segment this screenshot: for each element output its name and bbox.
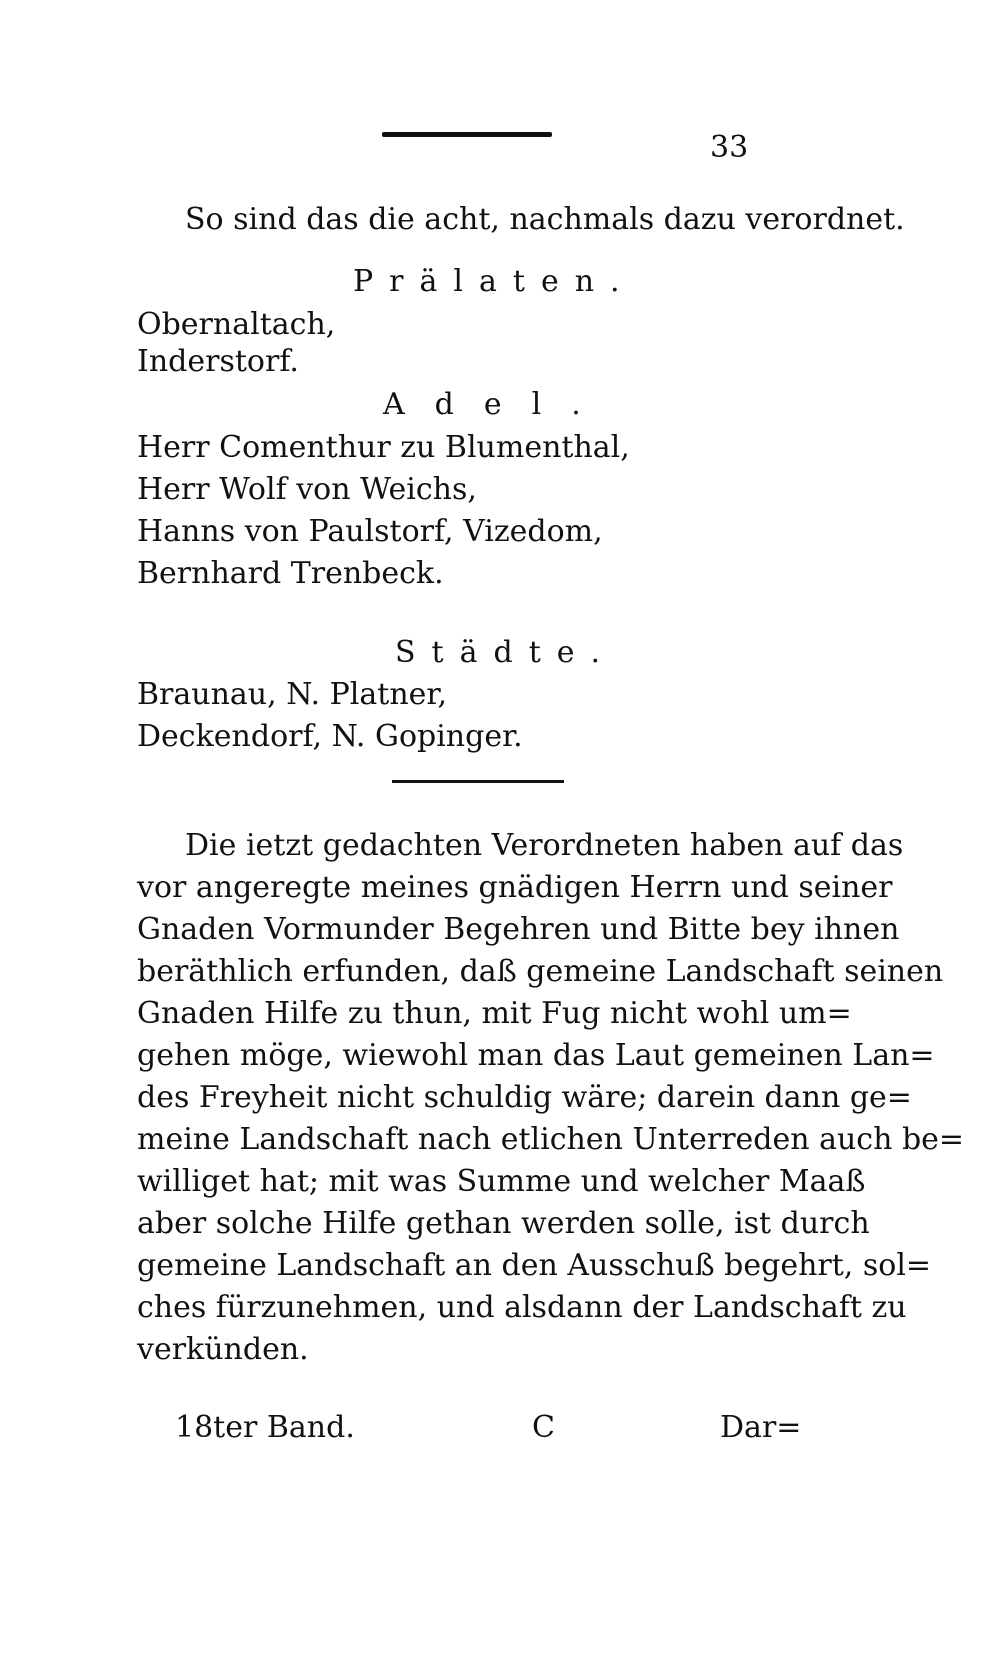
paragraph-line: Gnaden Hilfe zu thun, mit Fug nicht wohl um= [137, 996, 852, 1031]
list-item-adel: Herr Comenthur zu Blumenthal, [137, 430, 630, 465]
paragraph-line: des Freyheit nicht schuldig wäre; darein dann ge= [137, 1080, 912, 1115]
top-rule [382, 132, 552, 137]
list-item-pralaten: Obernaltach, [137, 307, 336, 342]
list-item-stadte: Braunau, N. Platner, [137, 677, 447, 712]
list-item-stadte: Deckendorf, N. Gopinger. [137, 719, 523, 754]
paragraph-line: Die ietzt gedachten Verordneten haben auf das [185, 828, 904, 863]
paragraph-line: verkünden. [137, 1332, 309, 1367]
list-item-pralaten: Inderstorf. [137, 344, 299, 379]
list-item-adel: Hanns von Paulstorf, Vizedom, [137, 514, 603, 549]
intro-line: So sind das die acht, nachmals dazu verordnet. [185, 202, 905, 237]
heading-stadte: Städte. [395, 635, 617, 670]
heading-pralaten: Prälaten. [353, 264, 636, 299]
paragraph-line: gemeine Landschaft an den Ausschuß begehrt, sol= [137, 1248, 932, 1283]
paragraph-line: vor angeregte meines gnädigen Herrn und seiner [137, 870, 893, 905]
paragraph-line: beräthlich erfunden, daß gemeine Landschaft seinen [137, 954, 944, 989]
paragraph-line: Gnaden Vormunder Begehren und Bitte bey ihnen [137, 912, 900, 947]
page-number: 33 [710, 130, 749, 165]
list-item-adel: Bernhard Trenbeck. [137, 556, 444, 591]
paragraph-line: aber solche Hilfe gethan werden solle, ist durch [137, 1206, 870, 1241]
catchword: Dar= [720, 1410, 802, 1445]
volume-note: 18ter Band. [175, 1410, 355, 1445]
paragraph-line: ches fürzunehmen, und alsdann der Landschaft zu [137, 1290, 907, 1325]
list-item-adel: Herr Wolf von Weichs, [137, 472, 477, 507]
section-divider [392, 780, 564, 783]
paragraph-line: meine Landschaft nach etlichen Unterreden auch be= [137, 1122, 965, 1157]
signature-mark: C [532, 1410, 555, 1445]
paragraph-line: gehen möge, wiewohl man das Laut gemeinen Lan= [137, 1038, 935, 1073]
paragraph-line: williget hat; mit was Summe und welcher Maaß [137, 1164, 866, 1199]
heading-adel: Adel. [383, 387, 611, 422]
